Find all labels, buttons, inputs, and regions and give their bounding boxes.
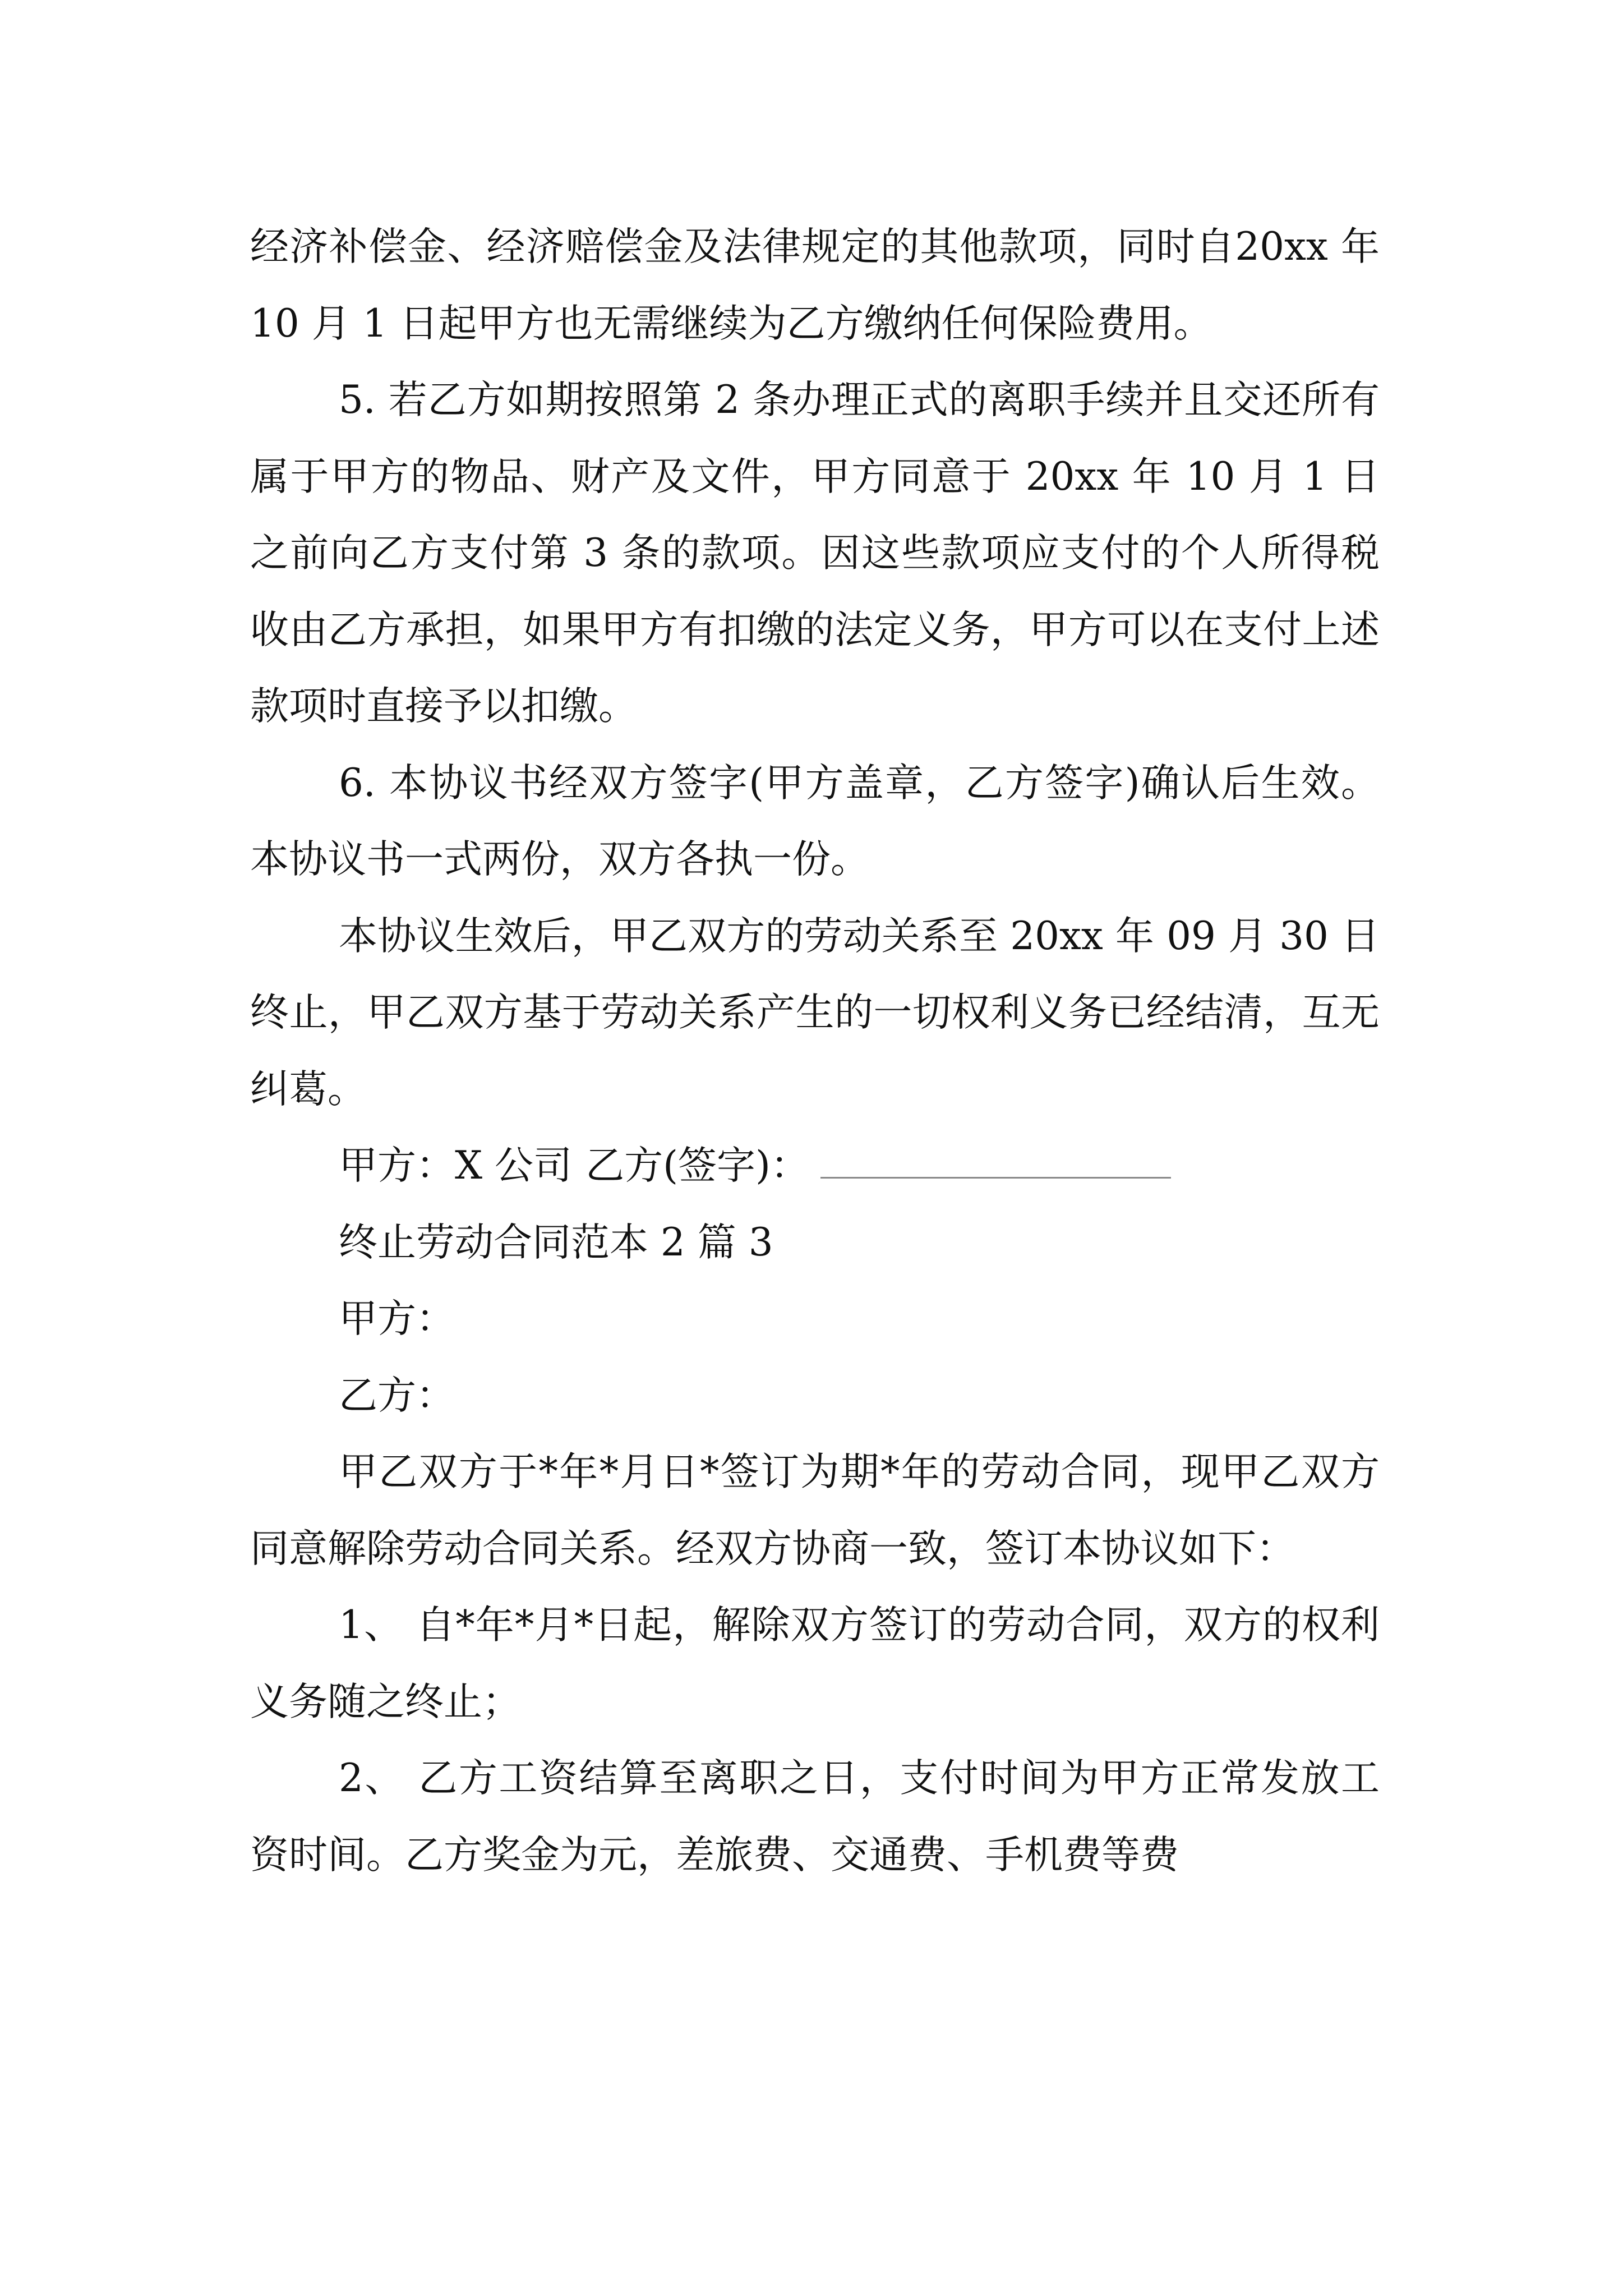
section-title: 终止劳动合同范本 2 篇 3 [339,1220,773,1265]
paragraph-compensation-continued: 经济补偿金、经济赔偿金及法律规定的其他款项，同时自20xx 年 10 月 1 日起甲方也无需继续为乙方缴纳任何保险费用。 [250,224,1380,346]
document-body [250,209,1380,1893]
paragraph-item-1: 1、 自*年*月*日起，解除双方签订的劳动合同，双方的权利义务随之终止； [250,1603,1380,1724]
paragraph-clause-6: 6. 本协议书经双方签字(甲方盖章，乙方签字)确认后生效。本协议书一式两份，双方各执一份。 [250,760,1380,882]
party-a-label: 甲方： [339,1296,455,1341]
signature-blank-line [820,1177,1171,1179]
paragraph-agreement-intro: 甲乙双方于*年*月日*签订为期*年的劳动合同，现甲乙双方同意解除劳动合同关系。经双方协商一致，签订本协议如下： [250,1450,1380,1571]
paragraph-effective-termination: 本协议生效后，甲乙双方的劳动关系至 20xx 年 09 月 30 日终止，甲乙双方基于劳动关系产生的一切权利义务已经结清，互无纠葛。 [250,913,1380,1112]
paragraph-item-2: 2、 乙方工资结算至离职之日，支付时间为甲方正常发放工资时间。乙方奖金为元，差旅费、交通费、手机费等费 [250,1756,1380,1878]
paragraph-clause-5: 5. 若乙方如期按照第 2 条办理正式的离职手续并且交还所有属于甲方的物品、财产及文件，甲方同意于 20xx 年 10 月 1 日之前向乙方支付第 3 条的款项。因这些款项应支付的个人所得税收由乙方承担，如果甲方有扣缴的法定义务，甲方可以在支付上述款项时直接予以扣缴。 [250,378,1380,729]
party-b-label: 乙方： [339,1373,455,1418]
signature-line [250,1128,1380,1204]
party-b-signature-label: 乙方(签字)： [585,1143,809,1188]
party-a-company: 甲方：X 公司 [339,1143,573,1188]
